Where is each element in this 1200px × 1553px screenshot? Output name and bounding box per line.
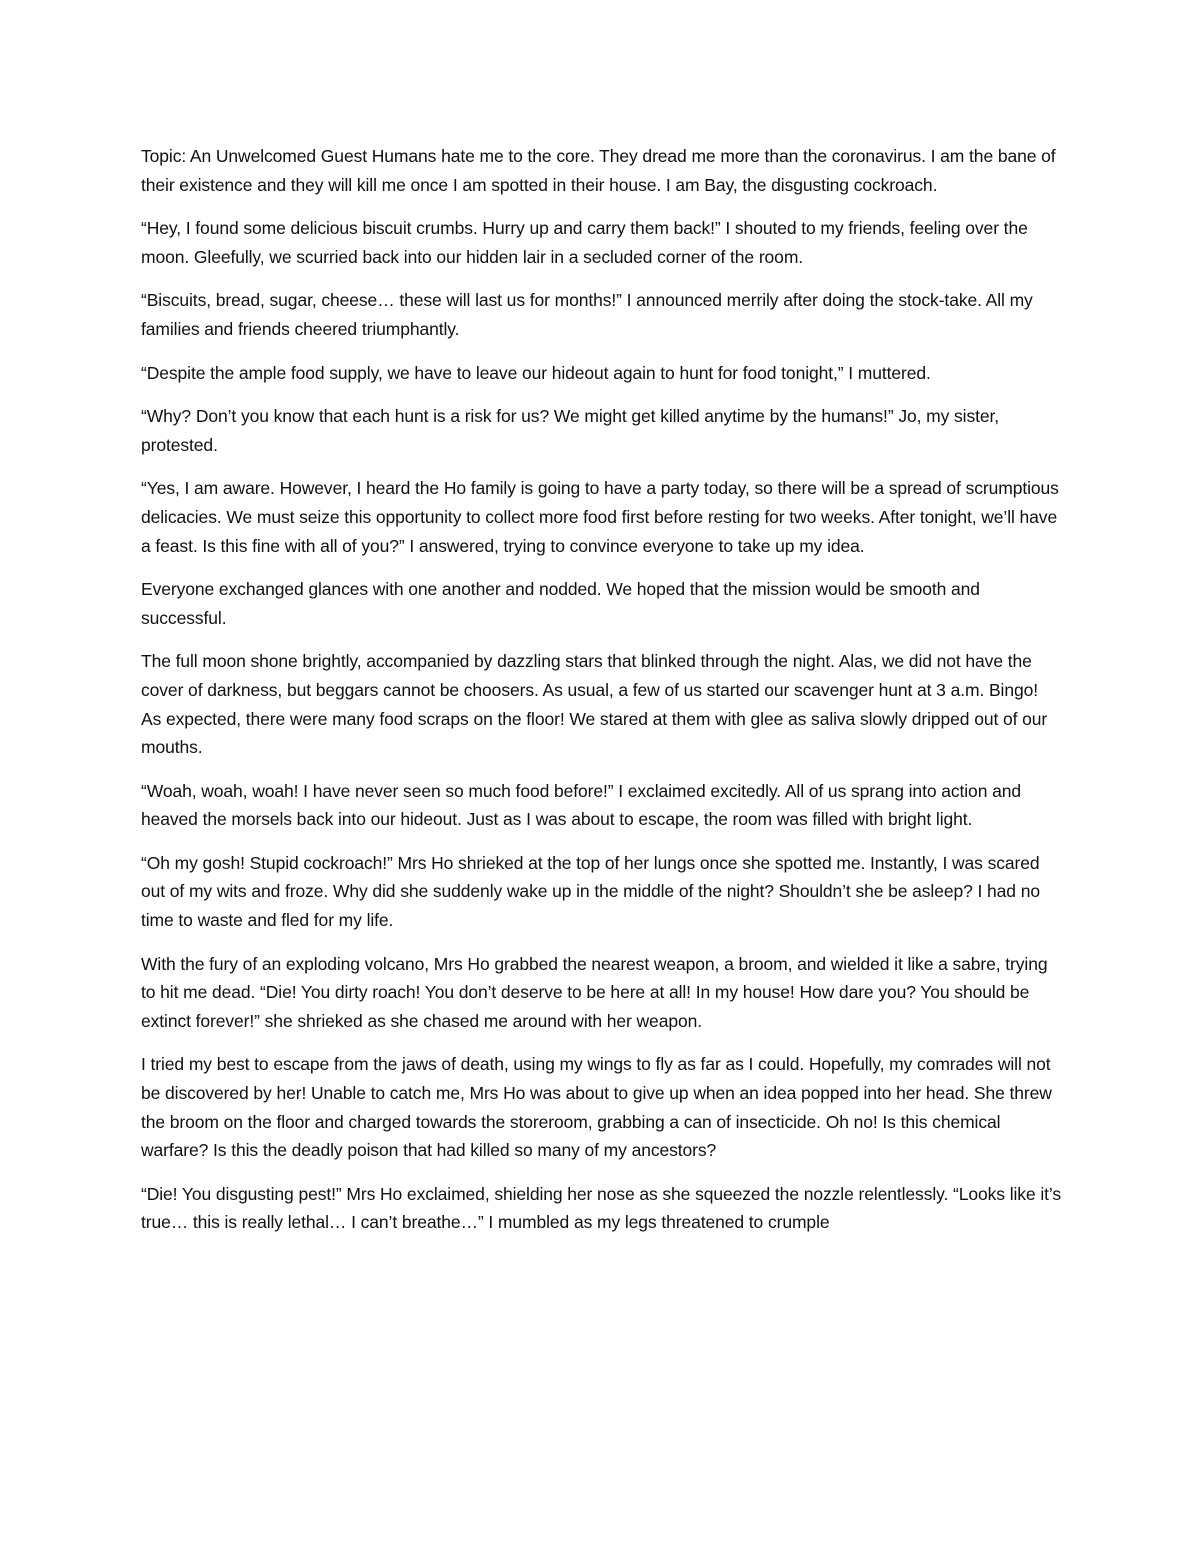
paragraph-2: “Hey, I found some delicious biscuit crumbs. Hurry up and carry them back!” I shouted to my friends, feeling over the moon. Gleefully, we scurried back into our hidden lair in a secluded corner of the room. [141, 218, 1028, 267]
paragraph-5: “Why? Don’t you know that each hunt is a risk for us? We might get killed anytime by the humans!” Jo, my sister, protested. [141, 406, 1000, 455]
paragraph-3: “Biscuits, bread, sugar, cheese… these will last us for months!” I announced merrily after doing the stock-take. All my families and friends cheered triumphantly. [141, 290, 1033, 339]
paragraph-10: “Oh my gosh! Stupid cockroach!” Mrs Ho shrieked at the top of her lungs once she spotted me. Instantly, I was scared out of my wits and froze. Why did she suddenly wake up in the middle of the night? Shouldn’t she be asleep? I had no time to waste and fled for my life. [141, 852, 1040, 931]
paragraph-12: I tried my best to escape from the jaws of death, using my wings to fly as far as I could. Hopefully, my comrades will not be discovered by her! Unable to catch me, Mrs Ho was about to give up when an idea popped into her head. She threw the broom on the floor and charged towards the storeroom, grabbing a can of insecticide. Oh no! Is this chemical warfare? Is this the deadly poison that had killed so many of my ancestors? [141, 1054, 1052, 1161]
document-body [141, 142, 1061, 1252]
paragraph-1: Topic: An Unwelcomed Guest Humans hate me to the core. They dread me more than the coronavirus. I am the bane of their existence and they will kill me once I am spotted in their house. I am Bay, the disgusting cockroach. [141, 146, 1056, 195]
paragraph-7: Everyone exchanged glances with one another and nodded. We hoped that the mission would be smooth and successful. [141, 579, 980, 628]
paragraph-11: With the fury of an exploding volcano, Mrs Ho grabbed the nearest weapon, a broom, and wielded it like a sabre, trying to hit me dead. “Die! You dirty roach! You don’t deserve to be here at all! In my house! How dare you? You should be extinct forever!” she shrieked as she chased me around with her weapon. [141, 953, 1048, 1031]
paragraph-9: “Woah, woah, woah! I have never seen so much food before!” I exclaimed excitedly. All of us sprang into action and heaved the morsels back into our hideout. Just as I was about to escape, the room was filled with bright light. [141, 780, 1021, 830]
paragraph-13: “Die! You disgusting pest!” Mrs Ho exclaimed, shielding her nose as she squeezed the nozzle relentlessly. “Looks like it’s true… this is really lethal… I can’t breathe…” I mumbled as my legs threatened to crumple [141, 1183, 1062, 1233]
paragraph-4: “Despite the ample food supply, we have to leave our hideout again to hunt for food tonight,” I muttered. [141, 362, 931, 383]
paragraph-6: “Yes, I am aware. However, I heard the Ho family is going to have a party today, so there will be a spread of scrumptious delicacies. We must seize this opportunity to collect more food first before resting for two weeks. After tonight, we’ll have a feast. Is this fine with all of you?” I answered, trying to convince everyone to take up my idea. [141, 478, 1059, 556]
paragraph-8: The full moon shone brightly, accompanied by dazzling stars that blinked through the night. Alas, we did not have the cover of darkness, but beggars cannot be choosers. As usual, a few of us started our scavenger hunt at 3 a.m. Bingo! As expected, there were many food scraps on the floor! We stared at them with glee as saliva slowly dripped out of our mouths. [141, 651, 1048, 758]
